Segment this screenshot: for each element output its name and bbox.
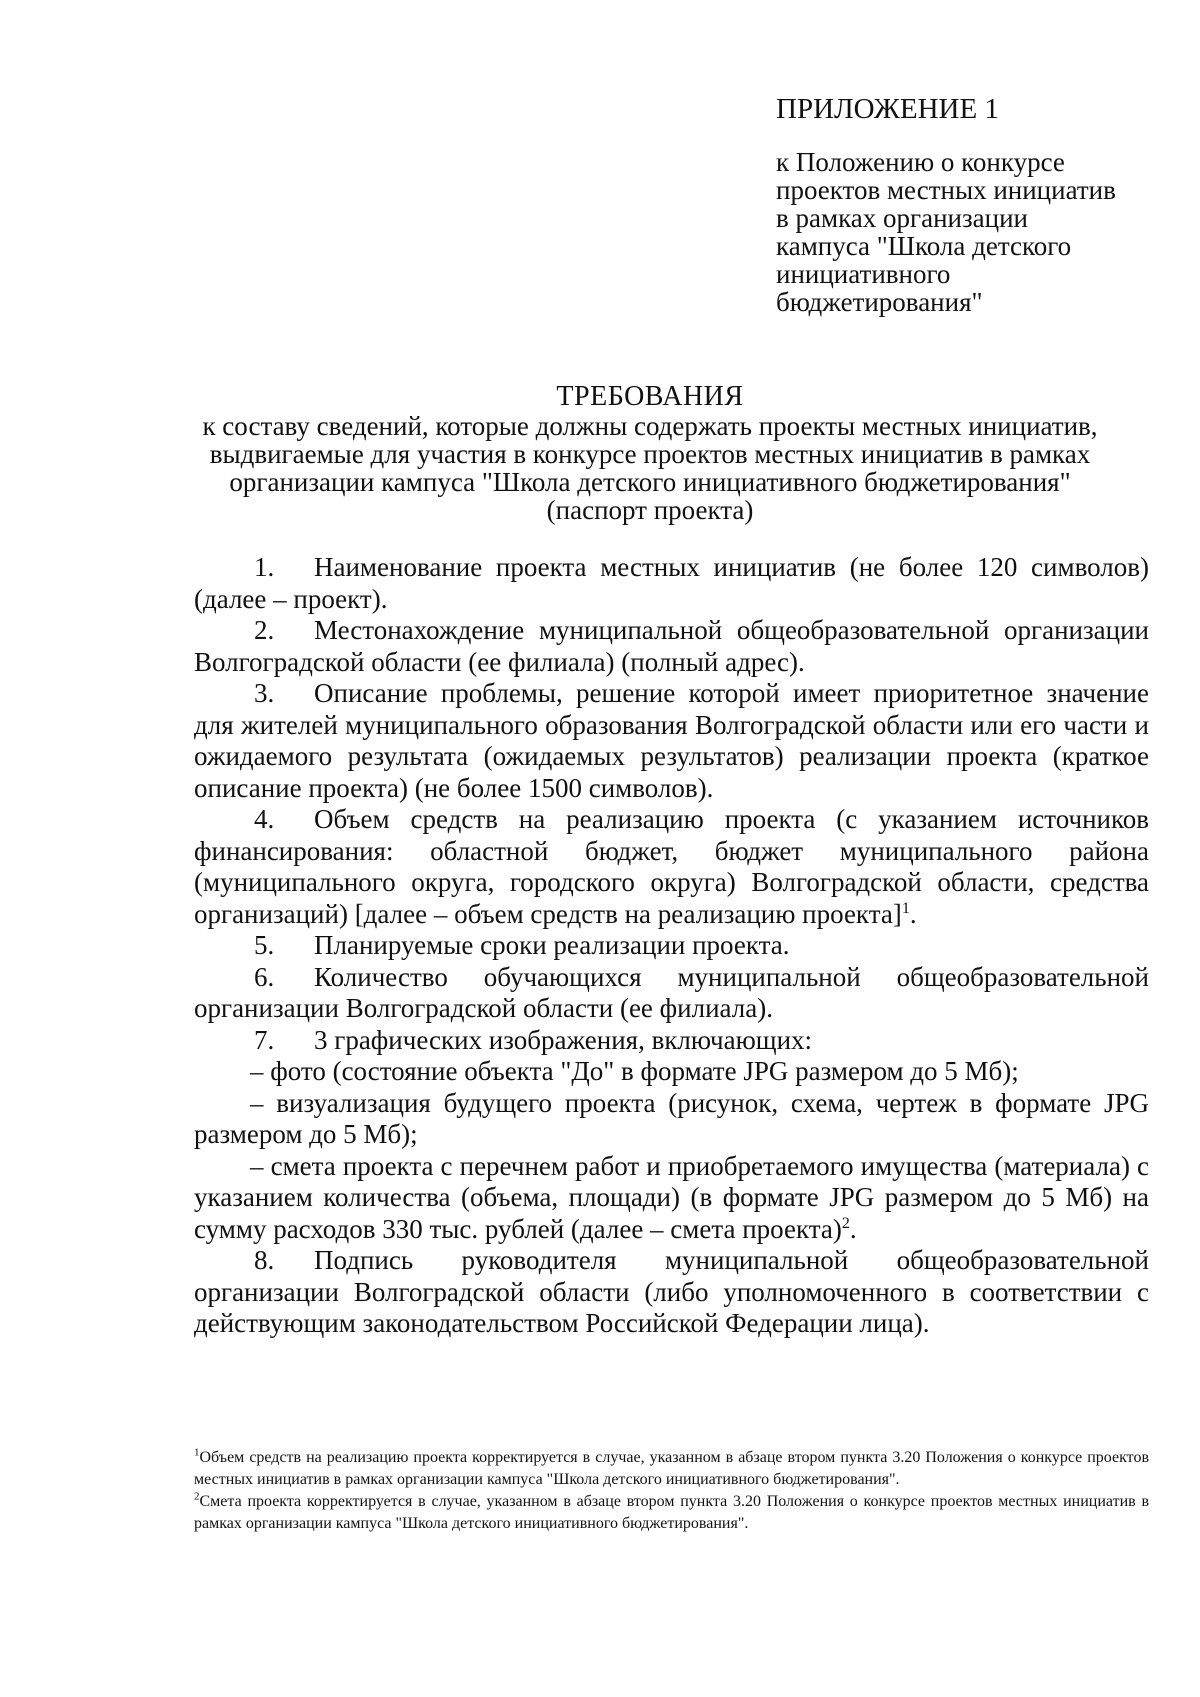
item-number: 1.: [254, 552, 275, 582]
footnote-text: Объем средств на реализацию проекта корректируется в случае, указанном в абзаце втором пункта 3.20 Положения о конкурсе проектов местных инициатив в рамках организации кампуса "Школа детского инициативного бюджетирования".: [194, 1449, 1149, 1488]
requirements-list: [194, 552, 1149, 1340]
footnote-ref: 2: [841, 1214, 850, 1232]
footnote-text: Смета проекта корректируется в случае, указанном в абзаце втором пункта 3.20 Положения о конкурсе проектов местных инициатив в рамках организации кампуса "Школа детского инициативного бюджетирования".: [194, 1493, 1149, 1532]
item-text: Планируемые сроки реализации проекта.: [314, 930, 790, 960]
appendix-line: проектов местных инициатив: [776, 175, 1116, 205]
item-number: 7.: [254, 1024, 275, 1055]
footnote-mark: 1: [194, 1446, 200, 1459]
item-number: 6.: [254, 961, 275, 992]
sub-list-item: [194, 1151, 1149, 1246]
footnote: [194, 1491, 1149, 1535]
appendix-header: [776, 92, 1156, 316]
requirements-title: ТРЕБОВАНИЯ: [556, 381, 744, 412]
requirements-heading: [180, 382, 1120, 524]
list-item: [194, 962, 1149, 1025]
item-text-end: .: [909, 898, 917, 929]
item-text: Местонахождение муниципальной общеобразовательной организации Волгоградской области (ее филиала) (полный адрес).: [194, 615, 1149, 677]
item-number: 4.: [254, 804, 275, 834]
list-item: [194, 804, 1149, 930]
item-text: 3 графических изображения, включающих:: [314, 1024, 813, 1055]
sub-list-item: [194, 1056, 1149, 1088]
appendix-line: инициативного: [776, 259, 951, 289]
appendix-line: кампуса "Школа детского: [776, 231, 1072, 261]
footnote: [194, 1447, 1149, 1491]
requirements-subtitle-line: (паспорт проекта): [546, 495, 754, 525]
appendix-line: в рамках организации: [776, 203, 1028, 233]
footnote-ref: 1: [901, 899, 910, 917]
requirements-subtitle-line: организации кампуса "Школа детского инициативного бюджетирования": [229, 467, 1071, 497]
item-text: Объем средств на реализацию проекта (с указанием источников финансирования: областной бюджет, бюджет муниципального района (муниципального округа, городского округа) Волгоградской области, средства организаций) [далее – объем средств на реализацию проекта]: [194, 804, 1149, 929]
item-text: Количество обучающихся муниципальной общеобразовательной организации Волгоградской области (ее филиала).: [194, 961, 1149, 1023]
appendix-title: ПРИЛОЖЕНИЕ 1: [776, 93, 999, 125]
list-item: [194, 552, 1149, 615]
item-text: Подпись руководителя муниципальной общеобразовательной организации Волгоградской области (либо уполномоченного в соответствии с действующим законодательством Российской Федерации лица).: [194, 1245, 1149, 1338]
list-item: [194, 678, 1149, 804]
requirements-subtitle-line: к составу сведений, которые должны содержать проекты местных инициатив,: [202, 411, 1098, 441]
list-item: [194, 930, 1149, 962]
appendix-line: бюджетирования": [776, 287, 983, 317]
subitem-text-end: .: [849, 1213, 857, 1244]
item-text: Описание проблемы, решение которой имеет приоритетное значение для жителей муниципального образования Волгоградской области или его части и ожидаемого результата (ожидаемых результатов) реализации проекта (краткое описание проекта) (не более 1500 символов).: [194, 678, 1149, 803]
list-item: [194, 1025, 1149, 1057]
item-number: 3.: [254, 678, 275, 708]
subitem-text: – фото (состояние объекта "До" в формате JPG размером до 5 Мб);: [250, 1056, 1019, 1086]
item-number: 5.: [254, 930, 275, 960]
subitem-text: – смета проекта с перечнем работ и приобретаемого имущества (материала) с указанием количества (объема, площади) (в формате JPG размером до 5 Мб) на сумму расходов 330 тыс. рублей (далее – смета проекта): [194, 1150, 1149, 1244]
list-item: [194, 615, 1149, 678]
item-number: 2.: [254, 615, 275, 645]
list-item: [194, 1245, 1149, 1340]
item-number: 8.: [254, 1245, 275, 1275]
sub-list-item: [194, 1088, 1149, 1151]
appendix-line: к Положению о конкурсе: [776, 147, 1065, 177]
subitem-text: – визуализация будущего проекта (рисунок, схема, чертеж в формате JPG размером до 5 Мб);: [194, 1087, 1149, 1149]
footnotes: [194, 1447, 1149, 1535]
requirements-subtitle-line: выдвигаемые для участия в конкурсе проектов местных инициатив в рамках: [209, 439, 1091, 469]
item-text: Наименование проекта местных инициатив (не более 120 символов) (далее – проект).: [194, 552, 1149, 614]
footnote-mark: 2: [194, 1490, 200, 1503]
